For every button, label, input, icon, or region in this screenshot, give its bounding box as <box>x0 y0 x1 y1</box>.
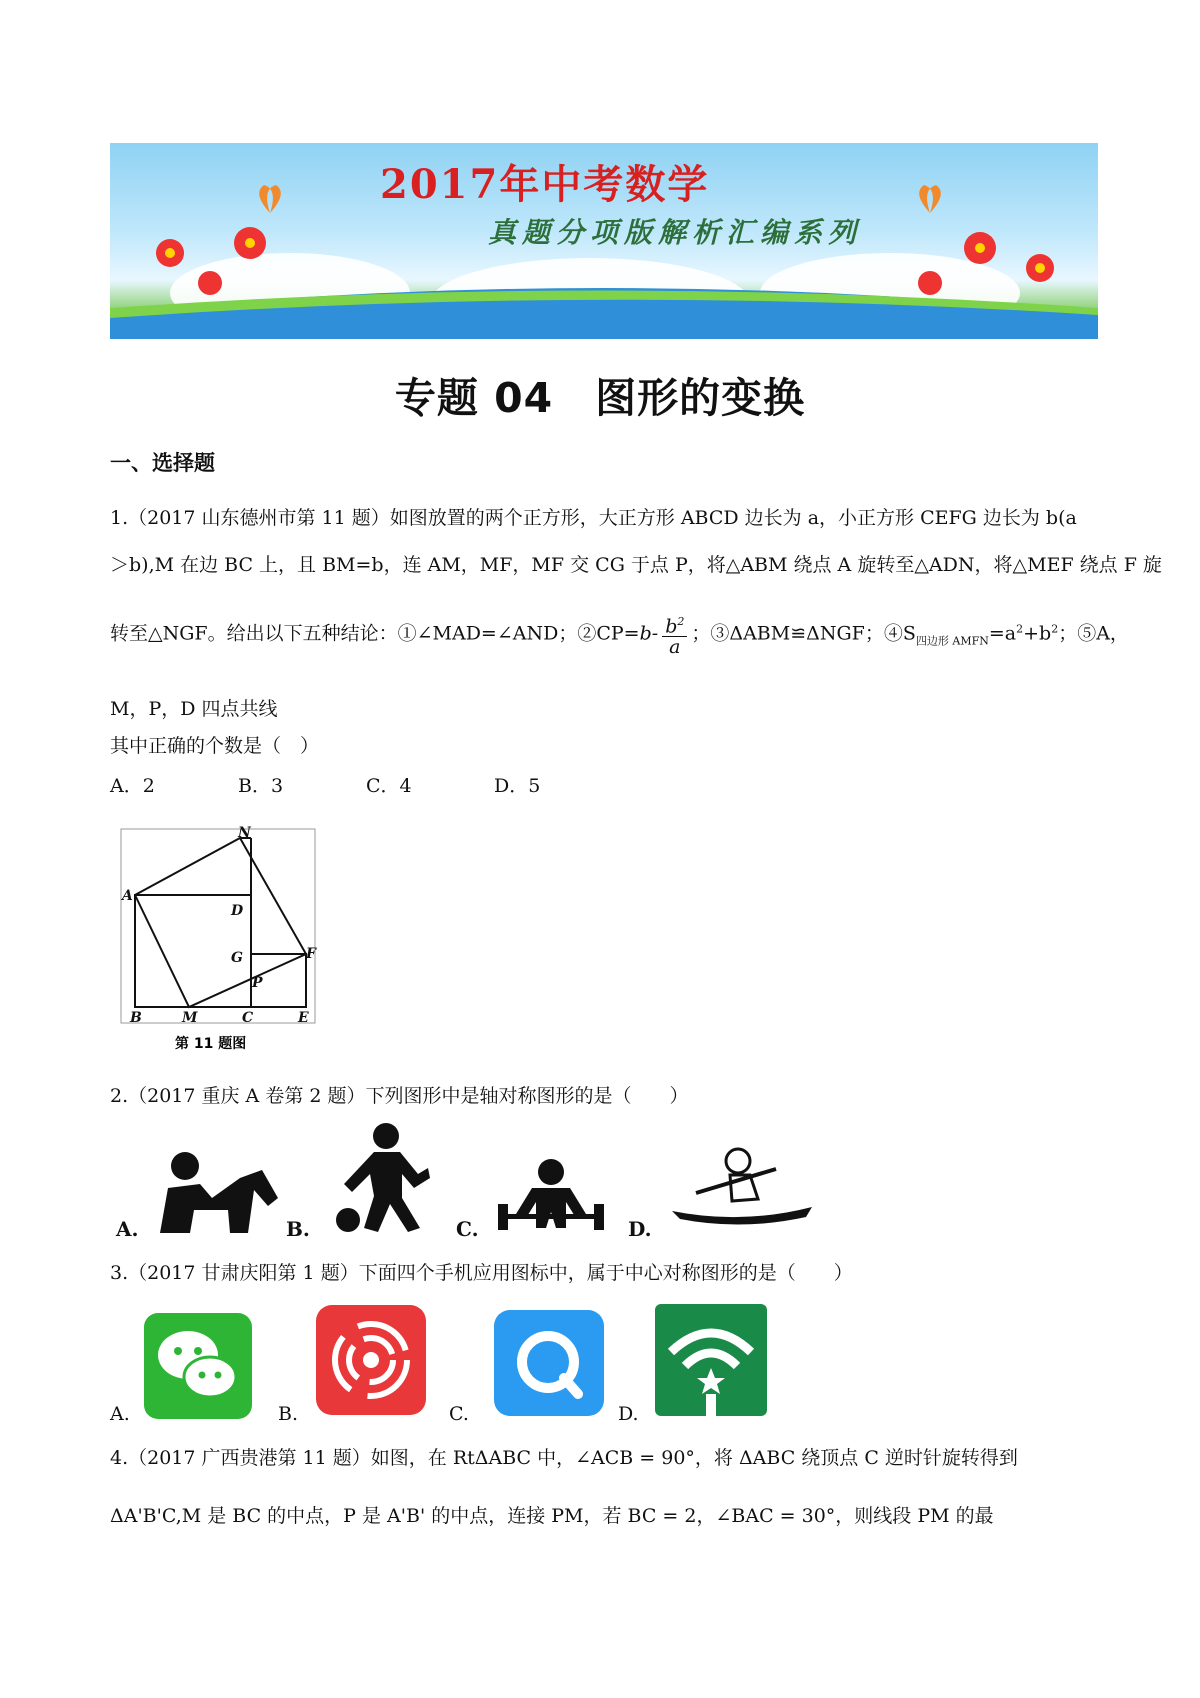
q1-line3-eq: =a <box>988 622 1017 645</box>
fraction <box>662 612 687 657</box>
q3-label-c: C. <box>449 1403 469 1425</box>
q1-line3-mid: ；③ΔABM≌ΔNGF；④S <box>691 622 916 645</box>
q2-label-c: C. <box>456 1217 479 1241</box>
q1-line4: M，P，D 四点共线 <box>110 698 278 720</box>
soccer-player-icon <box>330 1122 430 1234</box>
q1-line3-plus: +b <box>1023 622 1052 645</box>
banner-title: 2017年中考数学 <box>380 161 710 208</box>
banner-image <box>110 143 1098 339</box>
choice-c: C．4 <box>366 775 412 797</box>
choice-a: A．2 <box>110 775 155 797</box>
wechat-icon <box>144 1313 252 1419</box>
q1-choices <box>110 774 622 798</box>
q3-text: 3.（2017 甘肃庆阳第 1 题）下面四个手机应用图标中，属于中心对称图形的是（ ） <box>110 1262 853 1284</box>
fig-label-g: G <box>231 950 243 966</box>
fig-label-a: A <box>122 888 133 904</box>
q2-label-d: D. <box>628 1217 652 1241</box>
page-title: 专题 04 图形的变换 <box>394 374 806 422</box>
fig-label-p: P <box>252 975 263 991</box>
q2-label-a: A. <box>116 1217 139 1241</box>
horse-rider-icon <box>150 1148 280 1236</box>
figure-caption: 第 11 题图 <box>175 1036 247 1052</box>
q1-line1: 1.（2017 山东德州市第 11 题）如图放置的两个正方形，大正方形 ABCD 边长为 a，小正方形 CEFG 边长为 b(a <box>110 507 1077 529</box>
banner-subtitle: 真题分项版解析汇编系列 <box>488 216 863 249</box>
q1-line3-end: ；⑤A， <box>1058 622 1129 645</box>
fig-label-d: D <box>231 903 244 919</box>
q3-label-a: A. <box>110 1403 130 1425</box>
q1-line5: 其中正确的个数是（ ） <box>110 735 320 757</box>
fig-label-m: M <box>182 1010 198 1026</box>
fig-label-c: C <box>242 1010 254 1026</box>
search-q-icon <box>494 1310 604 1416</box>
fig-label-n: N <box>238 826 251 841</box>
canoe-paddler-icon <box>666 1145 816 1227</box>
wifi-app-icon <box>655 1304 767 1416</box>
q4-line2: ΔA'B'C,M 是 BC 的中点，P 是 A'B' 的中点，连接 PM，若 BC = 2，∠BAC = 30°，则线段 PM 的最 <box>110 1505 994 1527</box>
sq2: 2 <box>1051 622 1059 636</box>
q4-line1: 4.（2017 广西贵港第 11 题）如图，在 RtΔABC 中，∠ACB = 90°，将 ΔABC 绕顶点 C 逆时针旋转得到 <box>110 1447 1018 1469</box>
frac-den: a <box>669 636 681 659</box>
frac-exp: 2 <box>677 615 685 628</box>
q1-line3-sub: 四边形 AMFN <box>915 634 989 648</box>
weightlifter-icon <box>496 1158 606 1234</box>
q1-figure <box>118 826 318 1058</box>
frac-num: b <box>665 615 678 638</box>
choice-b: B．3 <box>238 775 284 797</box>
q1-line3-start: 转至△NGF。给出以下五种结论：①∠MAD=∠AND；②CP= <box>110 622 640 645</box>
choice-d: D．5 <box>494 775 541 797</box>
q3-label-b: B. <box>278 1403 299 1425</box>
sq1: 2 <box>1016 622 1024 636</box>
q3-label-d: D. <box>618 1403 639 1425</box>
swirl-app-icon <box>316 1305 426 1415</box>
q1-b-minus: b- <box>639 622 659 645</box>
fig-label-b: B <box>130 1010 142 1026</box>
fig-label-e: E <box>298 1010 309 1026</box>
q1-line2: ＞b),M 在边 BC 上，且 BM=b，连 AM，MF，MF 交 CG 于点 P，将△ABM 绕点 A 旋转至△ADN，将△MEF 绕点 F 旋 <box>110 554 1162 576</box>
fig-label-f: F <box>306 946 316 962</box>
q2-text: 2.（2017 重庆 A 卷第 2 题）下列图形中是轴对称图形的是（ ） <box>110 1085 689 1107</box>
q1-line3 <box>110 612 1129 657</box>
q2-label-b: B. <box>286 1217 310 1241</box>
section-heading: 一、选择题 <box>110 451 215 475</box>
